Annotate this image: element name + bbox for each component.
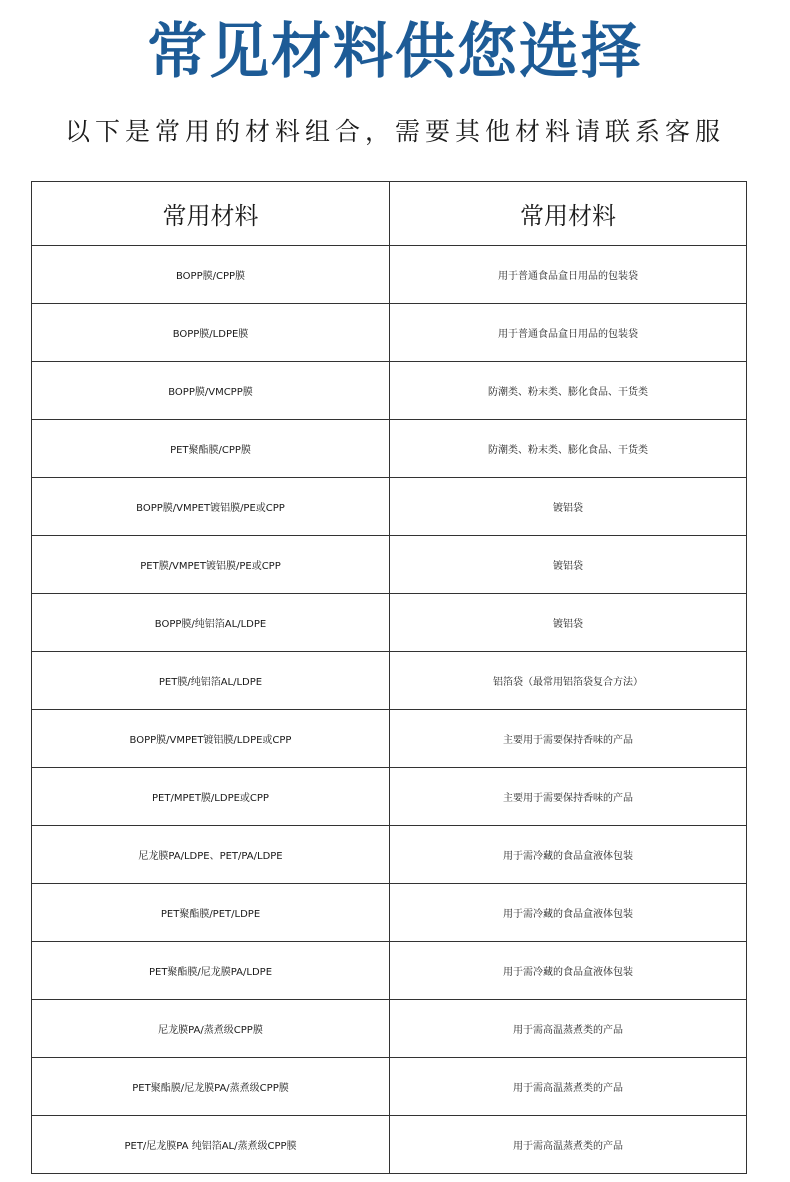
material-cell: PET聚酯膜/PET/LDPE [32,884,390,942]
material-cell: BOPP膜/VMPET镀铝膜/PE或CPP [32,478,390,536]
usage-cell: 主要用于需要保持香味的产品 [390,710,747,768]
table-row [32,884,747,942]
page-subtitle: 以下是常用的材料组合，需要其他材料请联系客服 [64,117,725,146]
usage-cell: 用于需冷藏的食品盒液体包装 [390,942,747,1000]
page-title: 常见材料供您选择 [147,17,643,87]
material-cell: BOPP膜/VMPET镀铝膜/LDPE或CPP [32,710,390,768]
table-row [32,942,747,1000]
table-row [32,594,747,652]
table-row [32,1116,747,1174]
table-row [32,536,747,594]
material-cell: PET/尼龙膜PA 纯铝箔AL/蒸煮级CPP膜 [32,1116,390,1174]
material-cell: PET/MPET膜/LDPE或CPP [32,768,390,826]
material-cell: PET膜/纯铝箔AL/LDPE [32,652,390,710]
usage-cell: 防潮类、粉末类、膨化食品、干货类 [390,362,747,420]
usage-cell: 用于需冷藏的食品盒液体包装 [390,826,747,884]
table-row [32,246,747,304]
usage-cell: 镀铝袋 [390,594,747,652]
usage-cell: 用于普通食品盒日用品的包装袋 [390,246,747,304]
table-row [32,420,747,478]
usage-cell: 镀铝袋 [390,536,747,594]
table-row [32,652,747,710]
usage-cell: 主要用于需要保持香味的产品 [390,768,747,826]
materials-table [31,181,747,1174]
usage-cell: 用于普通食品盒日用品的包装袋 [390,304,747,362]
material-cell: 尼龙膜PA/蒸煮级CPP膜 [32,1000,390,1058]
usage-cell: 防潮类、粉末类、膨化食品、干货类 [390,420,747,478]
usage-cell: 用于需冷藏的食品盒液体包装 [390,884,747,942]
usage-cell: 用于需高温蒸煮类的产品 [390,1116,747,1174]
table-row [32,362,747,420]
table-row [32,710,747,768]
material-cell: 尼龙膜PA/LDPE、PET/PA/LDPE [32,826,390,884]
material-cell: PET聚酯膜/尼龙膜PA/蒸煮级CPP膜 [32,1058,390,1116]
table-row [32,304,747,362]
material-cell: BOPP膜/CPP膜 [32,246,390,304]
column-header-usage: 常用材料 [390,182,747,246]
material-cell: BOPP膜/纯铝箔AL/LDPE [32,594,390,652]
material-cell: PET膜/VMPET镀铝膜/PE或CPP [32,536,390,594]
usage-cell: 铝箔袋（最常用铝箔袋复合方法） [390,652,747,710]
usage-cell: 镀铝袋 [390,478,747,536]
usage-cell: 用于需高温蒸煮类的产品 [390,1058,747,1116]
table-row [32,1058,747,1116]
table-row [32,1000,747,1058]
usage-cell: 用于需高温蒸煮类的产品 [390,1000,747,1058]
table-row [32,826,747,884]
material-cell: PET聚酯膜/尼龙膜PA/LDPE [32,942,390,1000]
table-header-row [32,182,747,246]
column-header-material: 常用材料 [32,182,390,246]
material-cell: BOPP膜/LDPE膜 [32,304,390,362]
material-cell: BOPP膜/VMCPP膜 [32,362,390,420]
table-row [32,478,747,536]
table-row [32,768,747,826]
material-cell: PET聚酯膜/CPP膜 [32,420,390,478]
